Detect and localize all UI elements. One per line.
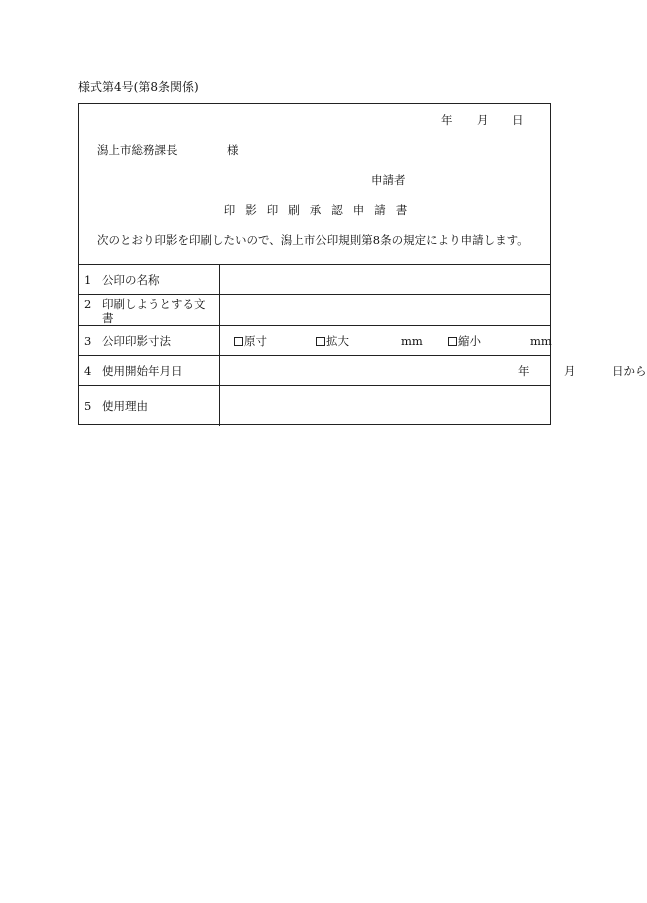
application-form — [78, 103, 647, 425]
row-label — [78, 386, 220, 427]
row-number: 4 — [84, 363, 92, 378]
honorific: 様 — [227, 143, 239, 157]
enlarge-checkbox[interactable] — [316, 337, 325, 346]
title-char: 印 — [266, 203, 279, 217]
title-char: 印 — [223, 203, 236, 217]
table-row — [78, 295, 551, 326]
table-row — [78, 265, 551, 295]
title-char: 刷 — [288, 203, 300, 217]
reduce-label: 縮小 — [458, 333, 481, 348]
seal-name-field[interactable] — [220, 265, 552, 295]
row-number: 1 — [84, 272, 92, 287]
row-label — [78, 265, 220, 295]
addressee: 潟上市総務課長 — [97, 143, 178, 157]
application-statement: 次のとおり印影を印刷したいので、潟上市公印規則第8条の規定により申請します。 — [97, 233, 529, 247]
original-size-checkbox[interactable] — [234, 337, 243, 346]
row-label — [78, 356, 220, 386]
row-number: 2 — [84, 296, 92, 311]
row-label — [78, 326, 220, 356]
row-number: 5 — [84, 399, 92, 413]
document-field[interactable] — [220, 295, 552, 326]
title-char: 影 — [245, 203, 257, 217]
title-char: 承 — [309, 203, 322, 217]
title-char: 申 — [352, 203, 365, 217]
row-label-text: 印刷しようとする文書 — [102, 296, 206, 325]
row-label — [78, 295, 220, 326]
applicant-label: 申請者 — [371, 173, 406, 187]
document-title — [79, 203, 552, 217]
row-label-text: 使用理由 — [102, 399, 148, 413]
enlarge-unit: mm — [401, 333, 423, 348]
row-label-text: 使用開始年月日 — [102, 363, 183, 378]
start-date-field[interactable] — [220, 356, 647, 386]
row-label-text: 公印印影寸法 — [102, 333, 171, 348]
table-row — [78, 386, 551, 427]
title-char: 書 — [395, 203, 408, 217]
date-month-label: 月 — [477, 113, 489, 127]
enlarge-label: 拡大 — [326, 333, 349, 348]
title-char: 請 — [374, 203, 386, 217]
application-table — [78, 264, 647, 426]
table-row — [78, 356, 551, 386]
date-day-label: 日 — [512, 113, 524, 127]
start-month-label: 月 — [564, 363, 576, 378]
table-row — [78, 326, 551, 356]
reduce-checkbox[interactable] — [448, 337, 457, 346]
date-year-label: 年 — [441, 113, 453, 127]
start-day-label: 日から — [612, 363, 647, 378]
row-label-text: 公印の名称 — [102, 272, 160, 287]
reduce-unit: mm — [530, 333, 552, 348]
original-size-label: 原寸 — [244, 333, 267, 348]
row-number: 3 — [84, 333, 92, 348]
form-number: 様式第4号(第8条関係) — [78, 80, 199, 94]
start-year-label: 年 — [518, 363, 530, 378]
title-char: 認 — [331, 203, 343, 217]
seal-size-field — [220, 326, 552, 356]
reason-field[interactable] — [220, 386, 552, 427]
